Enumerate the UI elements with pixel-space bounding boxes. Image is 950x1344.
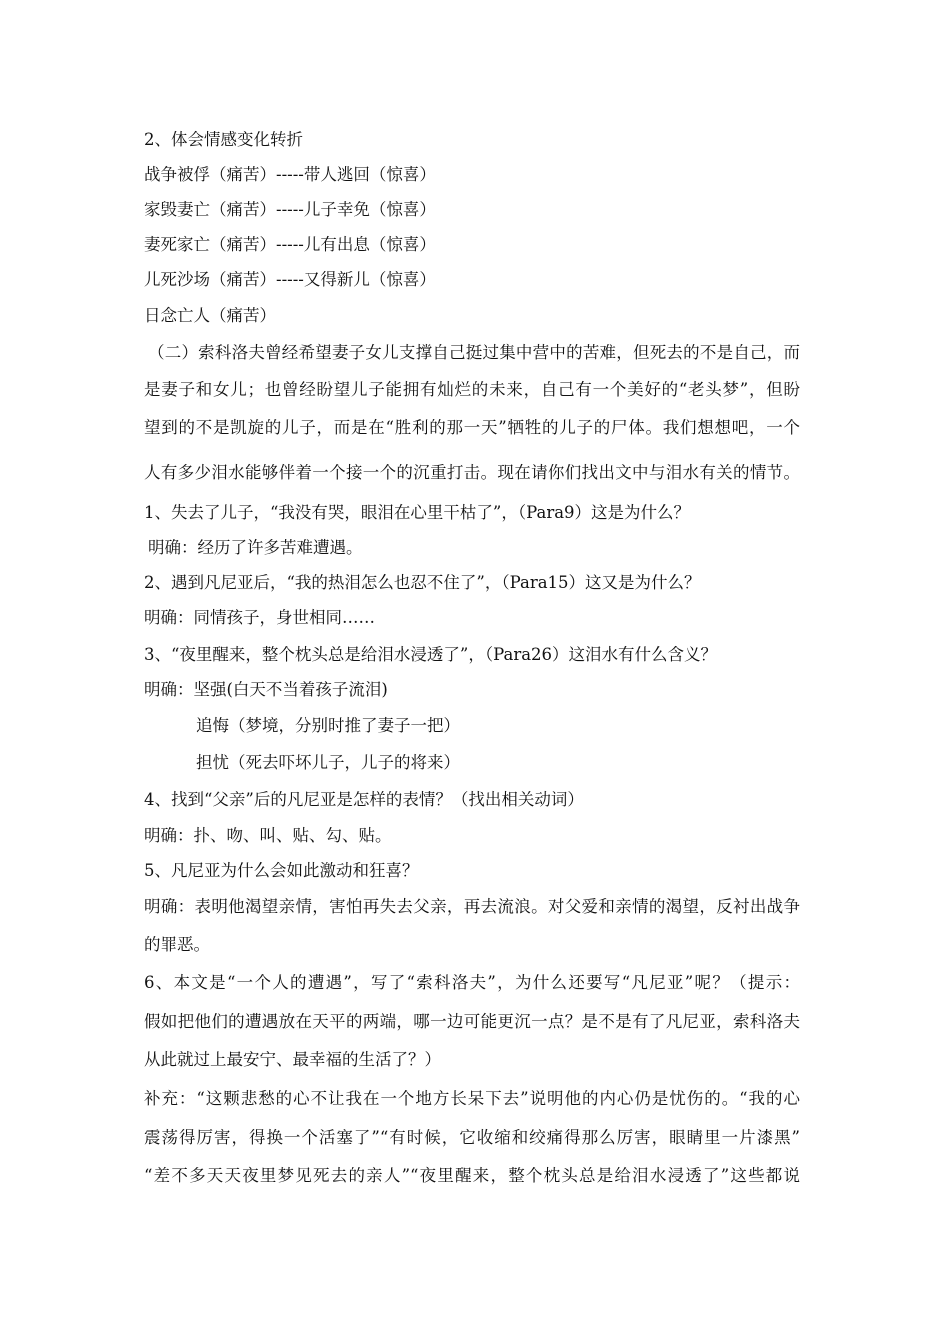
intro-paragraph-line: （二）索科洛夫曾经希望妻子女儿支撑自己挺过集中营中的苦难，但死去的不是自己，而 — [148, 343, 800, 362]
section-heading: 2、体会情感变化转折 — [144, 130, 303, 149]
intro-paragraph-line: 望到的不是凯旋的儿子，而是在“胜利的那一天”牺牲的儿子的尸体。我们想想吧，一个 — [144, 418, 800, 437]
emotion-pair: 儿死沙场（痛苦）-----又得新儿（惊喜） — [144, 270, 436, 289]
emotion-pair: 妻死家亡（痛苦）-----儿有出息（惊喜） — [144, 235, 436, 254]
answer-3-line: 追悔（梦境，分别时推了妻子一把） — [196, 716, 460, 735]
answer-5-line: 明确：表明他渴望亲情，害怕再失去父亲，再去流浪。对父爱和亲情的渴望，反衬出战争 — [144, 897, 800, 916]
answer-5-line: 的罪恶。 — [144, 935, 210, 954]
intro-paragraph-line: 是妻子和女儿；也曾经盼望儿子能拥有灿烂的未来，自己有一个美好的“老头梦”，但盼 — [144, 380, 800, 399]
emotion-pair: 日念亡人（痛苦） — [144, 306, 276, 325]
answer-3-line: 明确：坚强(白天不当着孩子流泪) — [144, 680, 388, 699]
answer-3-line: 担忧（死去吓坏儿子，儿子的将来） — [196, 753, 460, 772]
question-5: 5、凡尼亚为什么会如此激动和狂喜？ — [144, 861, 419, 880]
question-3: 3、“夜里醒来，整个枕头总是给泪水浸透了”，（Para26）这泪水有什么含义？ — [144, 645, 718, 664]
intro-paragraph-line: 人有多少泪水能够伴着一个接一个的沉重打击。现在请你们找出文中与泪水有关的情节。 — [144, 463, 800, 482]
supplement-line: “差不多天天夜里梦见死去的亲人”“夜里醒来，整个枕头总是给泪水浸透了”这些都说 — [144, 1166, 800, 1185]
emotion-pair: 战争被俘（痛苦）-----带人逃回（惊喜） — [144, 165, 436, 184]
question-2: 2、遇到凡尼亚后，“我的热泪怎么也忍不住了”，（Para15）这又是为什么？ — [144, 573, 701, 592]
question-6-line: 假如把他们的遭遇放在天平的两端，哪一边可能更沉一点？是不是有了凡尼亚，索科洛夫 — [144, 1012, 800, 1031]
supplement-line: 补充：“这颗悲愁的心不让我在一个地方长呆下去”说明他的内心仍是忧伤的。“我的心 — [144, 1089, 800, 1108]
question-6-line: 6、本文是“一个人的遭遇”，写了“索科洛夫”，为什么还要写“凡尼亚”呢？（提示： — [144, 973, 800, 992]
answer-4: 明确：扑、吻、叫、贴、勾、贴。 — [144, 826, 392, 845]
question-4: 4、找到“父亲”后的凡尼亚是怎样的表情？（找出相关动词） — [144, 790, 584, 809]
answer-2: 明确：同情孩子，身世相同…… — [144, 608, 375, 627]
supplement-line: 震荡得厉害，得换一个活塞了”“有时候，它收缩和绞痛得那么厉害，眼睛里一片漆黑” — [144, 1128, 800, 1147]
question-1: 1、失去了儿子，“我没有哭，眼泪在心里干枯了”，（Para9）这是为什么？ — [144, 503, 691, 522]
answer-1: 明确：经历了许多苦难遭遇。 — [148, 538, 363, 557]
emotion-pair: 家毁妻亡（痛苦）-----儿子幸免（惊喜） — [144, 200, 436, 219]
question-6-line: 从此就过上最安宁、最幸福的生活了？） — [144, 1050, 441, 1069]
